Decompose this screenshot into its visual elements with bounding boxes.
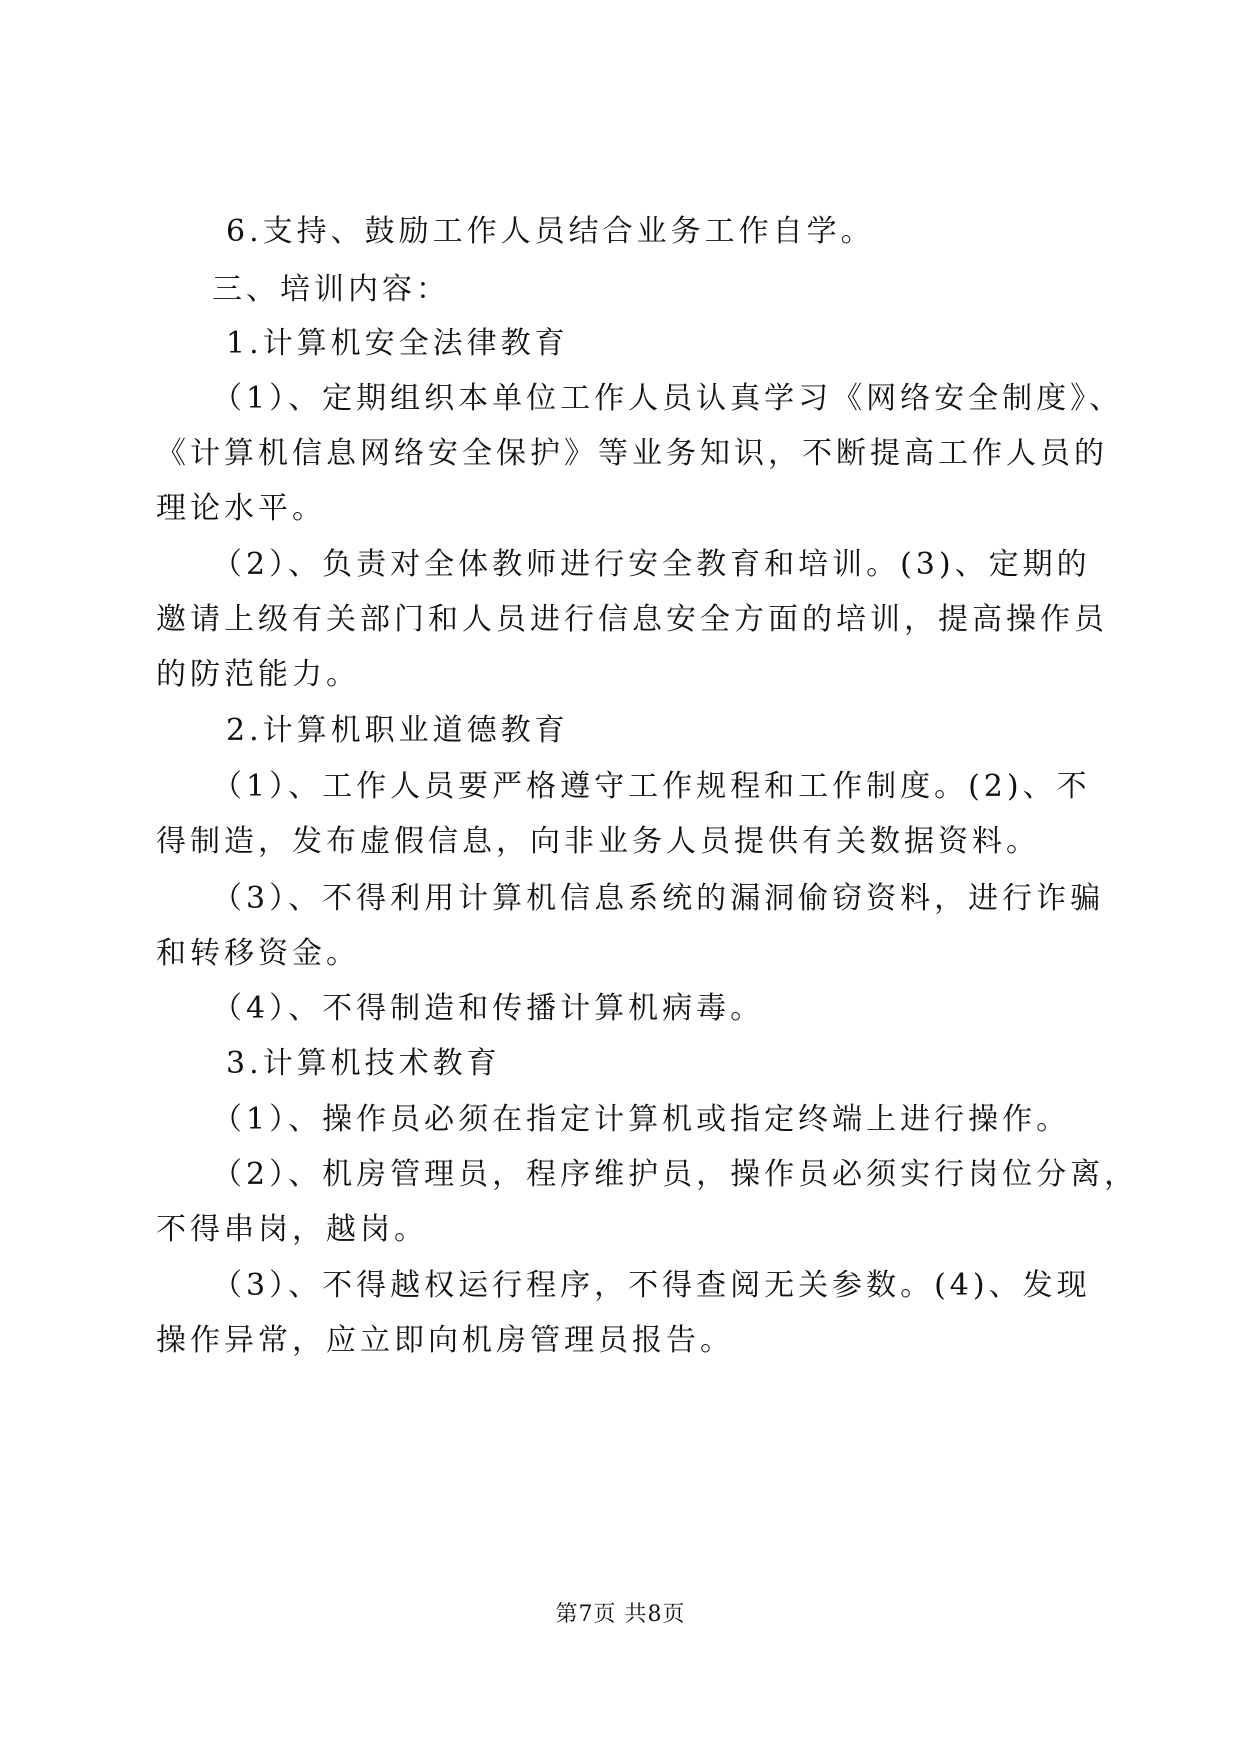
subsection-heading: 3.计算机技术教育 <box>226 1046 501 1081</box>
subsection-heading: 2.计算机职业道德教育 <box>226 713 569 748</box>
paragraph-line: （3）、不得利用计算机信息系统的漏洞偷窃资料，进行诈骗 <box>212 881 1105 916</box>
paragraph-line: （1）、定期组织本单位工作人员认真学习《网络安全制度》、 <box>212 381 1124 416</box>
paragraph-line: 和转移资金。 <box>156 936 360 971</box>
paragraph-line: 《计算机信息网络安全保护》等业务知识，不断提高工作人员的 <box>156 436 1108 471</box>
paragraph-line: 的防范能力。 <box>156 657 360 692</box>
paragraph-line: 6.支持、鼓励工作人员结合业务工作自学。 <box>226 214 875 249</box>
paragraph-line: 理论水平。 <box>156 491 326 526</box>
subsection-heading: 1.计算机安全法律教育 <box>226 326 569 361</box>
paragraph-line: （2）、机房管理员，程序维护员，操作员必须实行岗位分离， <box>212 1157 1139 1192</box>
section-heading: 三、培训内容： <box>212 272 450 307</box>
paragraph-line: （1）、工作人员要严格遵守工作规程和工作制度。(2)、不 <box>212 769 1091 804</box>
paragraph-line: 不得串岗，越岗。 <box>156 1212 428 1247</box>
paragraph-line: 邀请上级有关部门和人员进行信息安全方面的培训，提高操作员 <box>156 602 1108 637</box>
paragraph-line: 操作异常，应立即向机房管理员报告。 <box>156 1323 734 1358</box>
paragraph-line: （2）、负责对全体教师进行安全教育和培训。(3)、定期的 <box>212 547 1091 582</box>
paragraph-line: （4）、不得制造和传播计算机病毒。 <box>212 991 765 1026</box>
paragraph-line: （1）、操作员必须在指定计算机或指定终端上进行操作。 <box>212 1102 1071 1137</box>
paragraph-line: （3）、不得越权运行程序，不得查阅无关参数。(4)、发现 <box>212 1268 1091 1303</box>
page-number-footer: 第7页 共8页 <box>555 1602 686 1627</box>
paragraph-line: 得制造，发布虚假信息，向非业务人员提供有关数据资料。 <box>156 824 1040 859</box>
